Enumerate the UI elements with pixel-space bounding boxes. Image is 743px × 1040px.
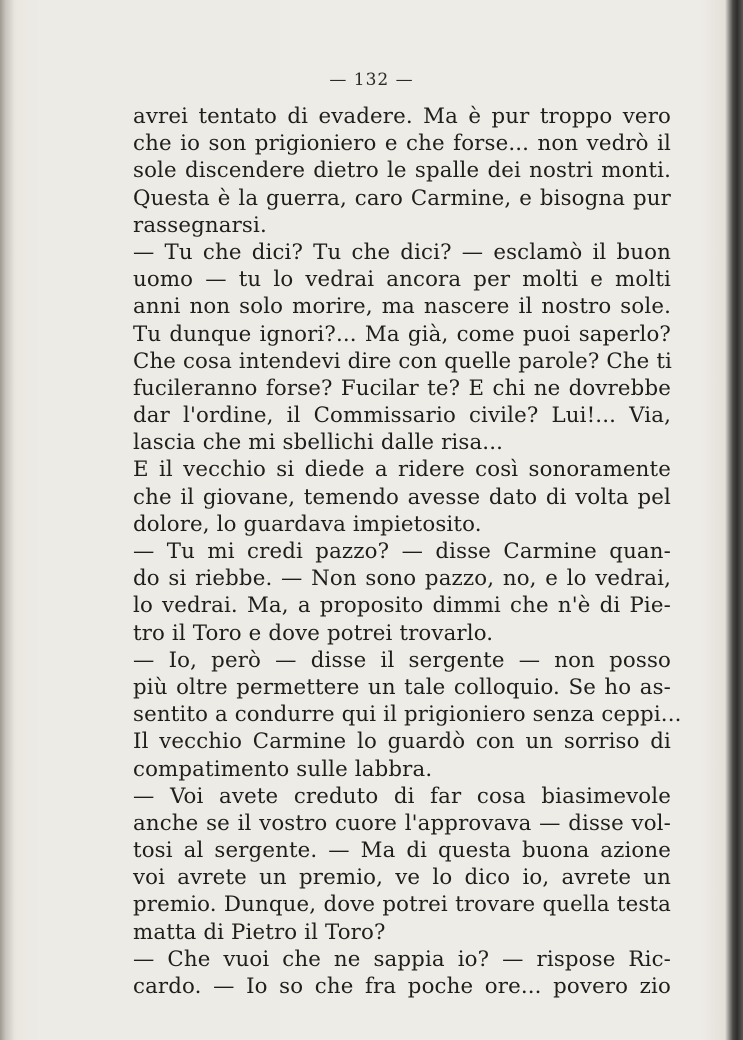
text-line: Questa è la guerra, caro Carmine, e bisogna pur <box>133 185 671 211</box>
text-line: uomo — tu lo vedrai ancora per molti e molti <box>133 267 671 293</box>
text-line: più oltre permettere un tale colloquio. Se ho as- <box>133 674 671 700</box>
text-line: E il vecchio si diede a ridere così sonoramente <box>133 457 671 483</box>
text-line: lascia che mi sbellichi dalle risa... <box>133 430 504 456</box>
page-number: — 132 — <box>329 70 414 90</box>
text-line: compatimento sulle labbra. <box>133 756 433 782</box>
text-line: premio. Dunque, dove potrei trovare quella testa <box>133 892 671 918</box>
text-line: — Io, però — disse il sergente — non posso <box>133 647 671 673</box>
text-line: matta di Pietro il Toro? <box>133 919 386 945</box>
text-line: dar l'ordine, il Commissario civile? Lui!... Via, <box>133 403 671 429</box>
text-line: rassegnarsi. <box>133 212 267 238</box>
text-line: tro il Toro e dove potrei trovarlo. <box>133 620 494 646</box>
text-line: — Voi avete creduto di far cosa biasimevole <box>133 783 671 809</box>
text-line: sole discendere dietro le spalle dei nostri monti. <box>133 158 671 184</box>
text-line: tosi al sergente. — Ma di questa buona azione <box>133 838 671 864</box>
text-line: che io son prigioniero e che forse... non vedrò il <box>133 131 671 157</box>
text-line: do si riebbe. — Non sono pazzo, no, e lo vedrai, <box>133 566 671 592</box>
text-line: — Tu che dici? Tu che dici? — esclamò il buon <box>133 239 671 265</box>
text-line: — Che vuoi che ne sappia io? — rispose Ric- <box>133 946 671 972</box>
text-line: anche se il vostro cuore l'approvava — disse vol- <box>133 810 671 836</box>
text-line: fucileranno forse? Fucilar te? E chi ne dovrebbe <box>133 375 671 401</box>
text-line: cardo. — Io so che fra poche ore... povero zio <box>133 974 671 999</box>
body-text <box>133 103 682 1000</box>
text-line: dolore, lo guardava impietosito. <box>133 511 482 537</box>
text-line: che il giovane, temendo avesse dato di volta pel <box>133 484 671 510</box>
text-line: Che cosa intendevi dire con quelle parole? Che ti <box>133 348 673 374</box>
binding-gutter <box>0 0 14 1040</box>
text-line: sentito a condurre qui il prigioniero senza ceppi... <box>133 702 682 728</box>
page-edge-shadow <box>725 0 743 1040</box>
text-line: avrei tentato di evadere. Ma è pur troppo vero <box>133 104 671 129</box>
text-line: — Tu mi credi pazzo? — disse Carmine quan- <box>133 539 671 564</box>
text-line: voi avrete un premio, ve lo dico io, avrete un <box>133 865 671 891</box>
text-line: Tu dunque ignori?... Ma già, come puoi saperlo? <box>133 321 671 347</box>
text-line: lo vedrai. Ma, a proposito dimmi che n'è di Pie- <box>133 593 671 619</box>
text-line: anni non solo morire, ma nascere il nostro sole. <box>133 294 671 320</box>
text-line: Il vecchio Carmine lo guardò con un sorriso di <box>133 729 671 755</box>
